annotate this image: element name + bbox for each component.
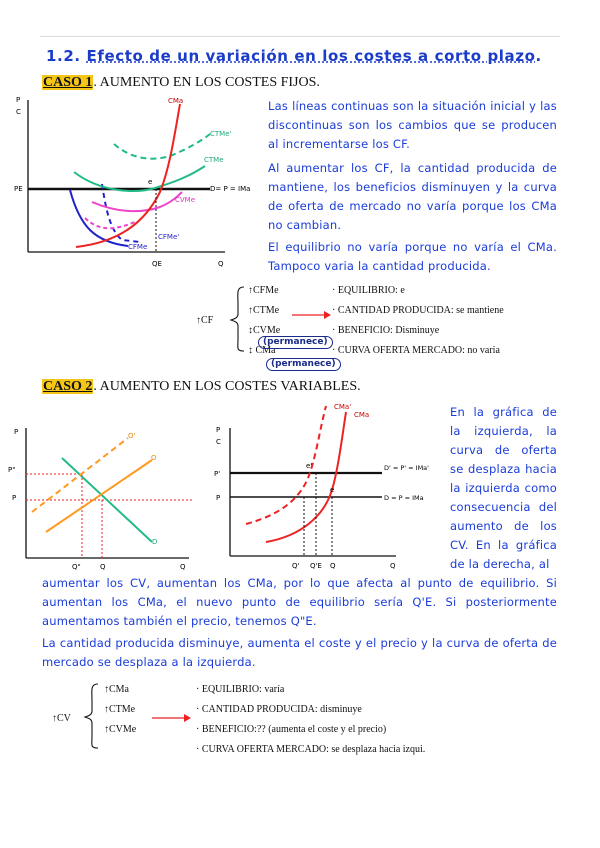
c2r-qe-label: Q'E bbox=[310, 562, 322, 570]
caso1-paragraph-1: Las líneas continuas son la situación inicial y las discontinuas son los cambios que se producen al incrementarse los CF. bbox=[268, 99, 557, 151]
c2r-cma-curve bbox=[266, 412, 346, 542]
c2r-label-c: C bbox=[216, 438, 221, 446]
c1-demand-label: D= P = IMa bbox=[210, 185, 251, 193]
caso1-item-1: ↑CFMe bbox=[248, 285, 279, 296]
c2r-label-pprime: P' bbox=[214, 470, 221, 478]
caso1-scheme-brace bbox=[228, 284, 248, 354]
caso1-tag-1: (permanece) bbox=[258, 336, 333, 349]
c2l-label-q2: Q" bbox=[72, 563, 81, 571]
section-heading bbox=[46, 47, 542, 65]
heading-number: 1.2. bbox=[46, 47, 81, 65]
c2l-label-qa: Q bbox=[100, 563, 106, 571]
c2l-label-p2: P" bbox=[8, 466, 16, 474]
c1-ctme-label: CTMe bbox=[204, 156, 224, 164]
caso1-paragraph-3: El equilibrio no varía porque no varía el CMa. Tampoco varia la cantidad producida. bbox=[268, 240, 557, 273]
heading-text: Efecto de un variación en los costes a corto plazo bbox=[86, 47, 536, 65]
c2r-label-q: Q bbox=[390, 562, 396, 570]
caso1-item-2: ↑CTMe bbox=[248, 305, 280, 316]
caso1-paragraph-2: Al aumentar los CF, la cantidad producida de mantiene, los beneficios disminuyen y la curva de oferta de mercado no varía porque los CMa no cambian. bbox=[268, 161, 557, 232]
caso2-scheme-root: ↑CV bbox=[52, 713, 71, 724]
caso2-item-1: ↑CMa bbox=[104, 684, 129, 695]
caso2-effect-3: · BENEFICIO:?? (aumenta el coste y el precio) bbox=[196, 724, 387, 735]
c2l-label-o: O bbox=[151, 454, 157, 462]
caso1-tag-2: (permanece) bbox=[266, 358, 341, 371]
c1-ctme2-curve bbox=[114, 134, 210, 159]
caso2-scheme-brace bbox=[82, 681, 102, 751]
c2r-d-label: D = P = IMa bbox=[384, 494, 424, 502]
c2r-e2-label: e' bbox=[306, 462, 313, 470]
caso2-red-arrow bbox=[152, 712, 192, 724]
top-rule bbox=[40, 36, 560, 37]
caso2-effect-4: · CURVA OFERTA MERCADO: se desplaza hacia izqui. bbox=[196, 744, 426, 755]
caso1-chart bbox=[10, 92, 260, 274]
caso2-right-chart bbox=[206, 398, 450, 574]
c1-label-pe: PE bbox=[14, 185, 23, 193]
c1-e-label: e bbox=[148, 178, 153, 186]
caso1-label: CASO 1 bbox=[43, 75, 93, 90]
c1-label-qe: QE bbox=[152, 260, 162, 268]
caso2-paragraph-1: aumentar los CV, aumentan los CMa, por lo que afecta al punto de equilibrio. Si aumentan los CMa, el nuevo punto de equilibrio sería Q'E. Si posteriormente aumentamos también el precio, tenemos Q"E. bbox=[42, 576, 557, 628]
c1-label-p: P bbox=[16, 96, 21, 104]
c1-cvme-curve bbox=[92, 192, 182, 211]
c2r-cma-label: CMa bbox=[354, 411, 370, 419]
c2l-label-pp: P bbox=[12, 494, 17, 502]
caso1-title: . AUMENTO EN LOS COSTES FIJOS. bbox=[93, 75, 320, 90]
caso2-item-2: ↑CTMe bbox=[104, 704, 136, 715]
caso2-item-3: ↑CVMe bbox=[104, 724, 137, 735]
c1-cfme-label: CFMe bbox=[128, 243, 148, 251]
c2l-label-q: Q bbox=[180, 563, 186, 571]
caso2-effect-2: · CANTIDAD PRODUCIDA: disminuye bbox=[196, 704, 362, 715]
c1-cma-curve bbox=[76, 104, 180, 247]
c2r-qq-label: Q bbox=[330, 562, 336, 570]
caso1-effect-3: · BENEFICIO: Disminuye bbox=[332, 325, 440, 336]
caso2-side-text: En la gráfica de la izquierda, la curva de oferta se desplaza hacia la izquierda como consecuencia del aumento de los CV. En la gráfica de la derecha, al bbox=[450, 405, 557, 571]
c2l-label-o2: O' bbox=[128, 432, 136, 440]
c2l-supply-line bbox=[46, 460, 152, 532]
caso1-heading bbox=[42, 75, 320, 91]
c1-cvme-label: CVMe bbox=[175, 196, 196, 204]
caso2-left-chart bbox=[4, 420, 200, 576]
c2r-d2-label: D' = P' = IMa' bbox=[384, 464, 429, 472]
caso1-effect-4: · CURVA OFERTA MERCADO: no varia bbox=[332, 345, 500, 356]
heading-tail: . bbox=[535, 47, 542, 65]
caso1-scheme-root: ↑CF bbox=[196, 315, 214, 326]
c1-ctme2-label: CTMe' bbox=[210, 130, 232, 138]
c2r-e-label: e bbox=[330, 486, 335, 494]
caso2-title: . AUMENTO EN LOS COSTES VARIABLES. bbox=[93, 379, 361, 394]
c2l-label-p: P bbox=[14, 428, 19, 436]
c2r-label-pp: P bbox=[216, 494, 221, 502]
c1-ctme-curve bbox=[74, 166, 205, 191]
c1-cfme2-label: CFMe' bbox=[158, 233, 180, 241]
c2r-label-p: P bbox=[216, 426, 221, 434]
c1-cma-label: CMa bbox=[168, 97, 184, 105]
caso1-item-4: ↕ CMa bbox=[248, 345, 276, 356]
caso2-paragraph-2: La cantidad producida disminuye, aumenta el coste y el precio y la curva de oferta de mercado se desplaza a la izquierda. bbox=[42, 636, 557, 669]
caso1-red-arrow bbox=[292, 309, 332, 321]
caso1-item-3: ↕CVMe bbox=[248, 325, 281, 336]
c2r-cma2-label: CMa' bbox=[334, 403, 352, 411]
c2r-q1-label: Q' bbox=[292, 562, 300, 570]
c2l-supply2-line bbox=[32, 438, 128, 512]
c1-label-q: Q bbox=[218, 260, 224, 268]
c2l-label-d: D bbox=[152, 538, 158, 546]
c2r-cma2-curve bbox=[246, 406, 326, 524]
caso1-effect-1: · EQUILIBRIO: e bbox=[332, 285, 405, 296]
caso2-label: CASO 2 bbox=[43, 379, 93, 394]
c1-label-c: C bbox=[16, 108, 21, 116]
caso2-effect-1: · EQUILIBRIO: varía bbox=[196, 684, 285, 695]
caso2-heading bbox=[42, 379, 361, 395]
caso1-effect-2: · CANTIDAD PRODUCIDA: se mantiene bbox=[332, 305, 504, 316]
